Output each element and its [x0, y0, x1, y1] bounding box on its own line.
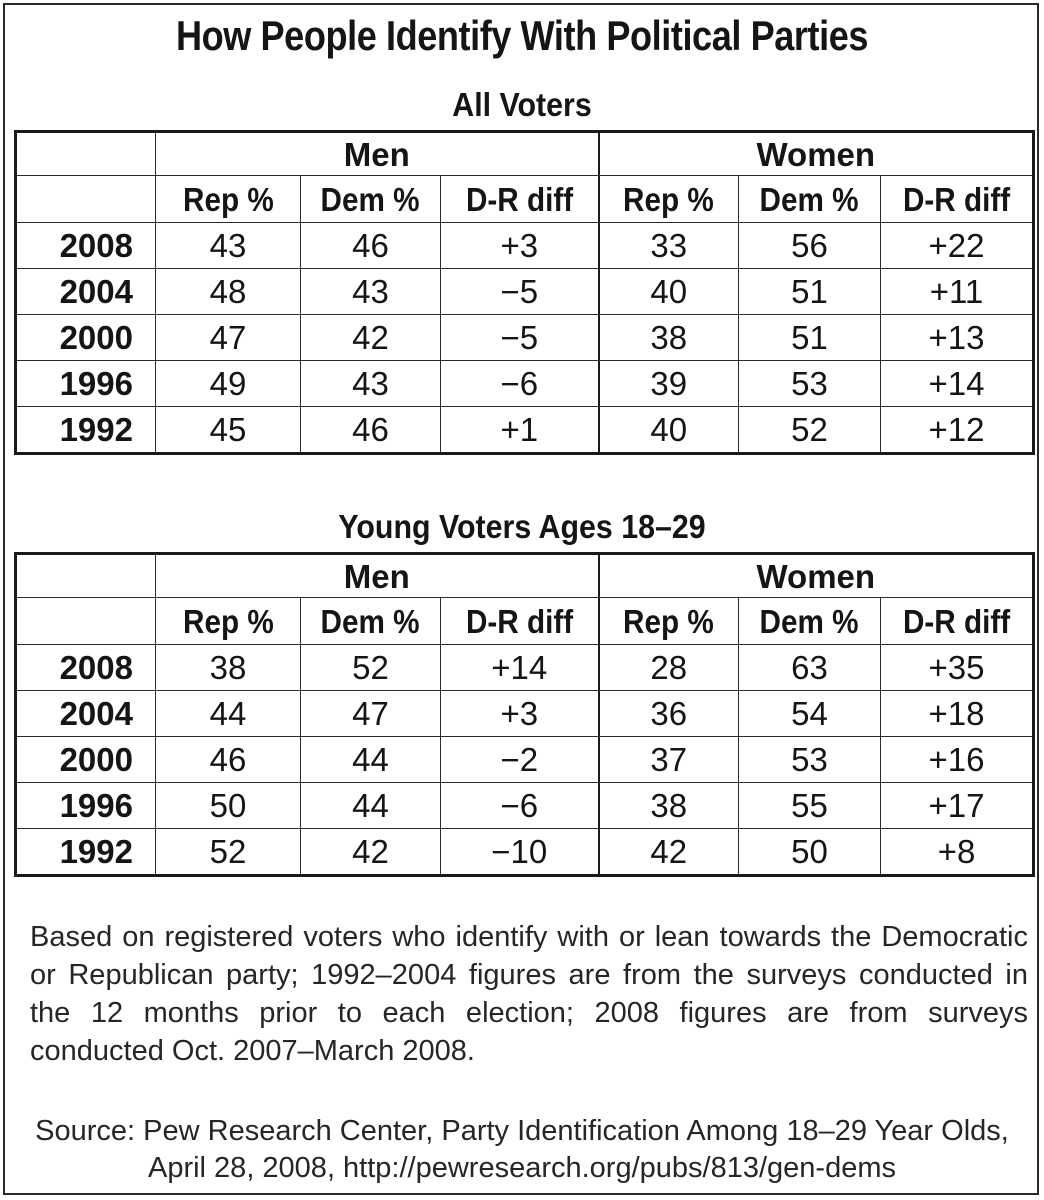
value-cell-men: 49	[156, 361, 301, 407]
table-all-voters	[14, 130, 1035, 455]
value-cell-women: +11	[881, 269, 1034, 315]
column-header	[739, 598, 881, 645]
year-cell: 1996	[16, 783, 156, 829]
value-cell-women: 33	[599, 223, 739, 269]
value-cell-men: 52	[156, 829, 301, 876]
column-header	[881, 176, 1034, 223]
value-cell-women: 28	[599, 645, 739, 691]
source-line-1: Source: Pew Research Center, Party Identification Among 18–29 Year Olds,	[35, 1115, 1009, 1147]
column-header-label: Rep %	[623, 602, 715, 640]
value-cell-women: +18	[881, 691, 1034, 737]
value-cell-men: +3	[441, 691, 599, 737]
value-cell-women: +17	[881, 783, 1034, 829]
table-young-voters	[14, 552, 1035, 877]
value-cell-men: +1	[441, 407, 599, 454]
header-blank	[16, 176, 156, 223]
value-cell-men: −5	[441, 269, 599, 315]
column-header	[301, 176, 441, 223]
value-cell-men: 48	[156, 269, 301, 315]
table-row	[16, 645, 1034, 691]
value-cell-men: −6	[441, 361, 599, 407]
value-cell-women: 63	[739, 645, 881, 691]
table-row	[16, 361, 1034, 407]
column-header	[441, 176, 599, 223]
value-cell-women: +16	[881, 737, 1034, 783]
column-header-label: Dem %	[759, 602, 860, 640]
value-cell-men: 46	[156, 737, 301, 783]
column-header-label: D-R diff	[902, 602, 1011, 640]
table-row	[16, 407, 1034, 454]
column-header-label: Dem %	[320, 602, 421, 640]
year-cell: 2008	[16, 645, 156, 691]
year-cell: 2000	[16, 315, 156, 361]
group-header-men: Men	[156, 132, 599, 176]
value-cell-men: −2	[441, 737, 599, 783]
header-blank	[16, 598, 156, 645]
year-cell: 1996	[16, 361, 156, 407]
table-row	[16, 691, 1034, 737]
value-cell-women: 40	[599, 269, 739, 315]
value-cell-women: 56	[739, 223, 881, 269]
value-cell-women: 50	[739, 829, 881, 876]
value-cell-women: 38	[599, 315, 739, 361]
value-cell-women: +35	[881, 645, 1034, 691]
column-header-label: Rep %	[623, 180, 715, 218]
column-header-label: Rep %	[182, 180, 274, 218]
value-cell-men: −10	[441, 829, 599, 876]
value-cell-men: +3	[441, 223, 599, 269]
value-cell-women: 39	[599, 361, 739, 407]
value-cell-women: 42	[599, 829, 739, 876]
column-header-label: D-R diff	[465, 602, 573, 640]
year-cell: 1992	[16, 407, 156, 454]
value-cell-women: 51	[739, 269, 881, 315]
column-header	[599, 598, 739, 645]
value-cell-men: 42	[301, 829, 441, 876]
value-cell-men: 44	[301, 783, 441, 829]
table-title-young-voters: Young Voters Ages 18–29	[338, 508, 706, 545]
methodology-note: Based on registered voters who identify with or lean towards the Democratic or Republican party; 1992–2004 figures are from the surveys conducted in the 12 months prior to each election; 2008 figures are from surveys conducted Oct. 2007–March 2008.	[30, 921, 1028, 1067]
year-cell: 2000	[16, 737, 156, 783]
value-cell-women: 37	[599, 737, 739, 783]
value-cell-women: +14	[881, 361, 1034, 407]
value-cell-men: 38	[156, 645, 301, 691]
column-header-label: Rep %	[182, 602, 274, 640]
column-header-label: D-R diff	[465, 180, 573, 218]
value-cell-men: +14	[441, 645, 599, 691]
column-header	[599, 176, 739, 223]
group-header-women: Women	[599, 554, 1034, 598]
value-cell-men: 46	[301, 407, 441, 454]
year-cell: 1992	[16, 829, 156, 876]
value-cell-men: 44	[156, 691, 301, 737]
value-cell-men: 47	[156, 315, 301, 361]
value-cell-men: 46	[301, 223, 441, 269]
value-cell-women: 51	[739, 315, 881, 361]
value-cell-men: 43	[301, 269, 441, 315]
value-cell-men: 47	[301, 691, 441, 737]
column-header	[739, 176, 881, 223]
column-header	[156, 176, 301, 223]
value-cell-women: +8	[881, 829, 1034, 876]
value-cell-men: 45	[156, 407, 301, 454]
value-cell-men: 44	[301, 737, 441, 783]
header-corner	[16, 554, 156, 598]
column-header-label: D-R diff	[902, 180, 1011, 218]
value-cell-women: 55	[739, 783, 881, 829]
group-header-women: Women	[599, 132, 1034, 176]
source-line-2: April 28, 2008, http://pewresearch.org/pubs/813/gen-dems	[147, 1152, 896, 1184]
value-cell-men: 43	[156, 223, 301, 269]
value-cell-women: 53	[739, 737, 881, 783]
value-cell-men: 50	[156, 783, 301, 829]
table-row	[16, 783, 1034, 829]
table-row	[16, 315, 1034, 361]
value-cell-men: −6	[441, 783, 599, 829]
column-header	[881, 598, 1034, 645]
value-cell-women: 53	[739, 361, 881, 407]
year-cell: 2004	[16, 691, 156, 737]
value-cell-women: 36	[599, 691, 739, 737]
year-cell: 2004	[16, 269, 156, 315]
value-cell-men: 43	[301, 361, 441, 407]
value-cell-women: 38	[599, 783, 739, 829]
value-cell-women: 40	[599, 407, 739, 454]
value-cell-women: +13	[881, 315, 1034, 361]
table-title-all-voters: All Voters	[452, 86, 592, 123]
column-header-label: Dem %	[759, 180, 860, 218]
column-header-label: Dem %	[320, 180, 421, 218]
table-row	[16, 737, 1034, 783]
table-row	[16, 269, 1034, 315]
column-header	[441, 598, 599, 645]
year-cell: 2008	[16, 223, 156, 269]
value-cell-men: 52	[301, 645, 441, 691]
table-row	[16, 829, 1034, 876]
value-cell-women: 54	[739, 691, 881, 737]
group-header-men: Men	[156, 554, 599, 598]
table-row	[16, 223, 1034, 269]
value-cell-women: +22	[881, 223, 1034, 269]
value-cell-women: 52	[739, 407, 881, 454]
source-citation	[0, 1113, 1044, 1187]
value-cell-men: 42	[301, 315, 441, 361]
column-header	[156, 598, 301, 645]
column-header	[301, 598, 441, 645]
chart-title: How People Identify With Political Parties	[175, 12, 869, 59]
header-corner	[16, 132, 156, 176]
value-cell-women: +12	[881, 407, 1034, 454]
value-cell-men: −5	[441, 315, 599, 361]
